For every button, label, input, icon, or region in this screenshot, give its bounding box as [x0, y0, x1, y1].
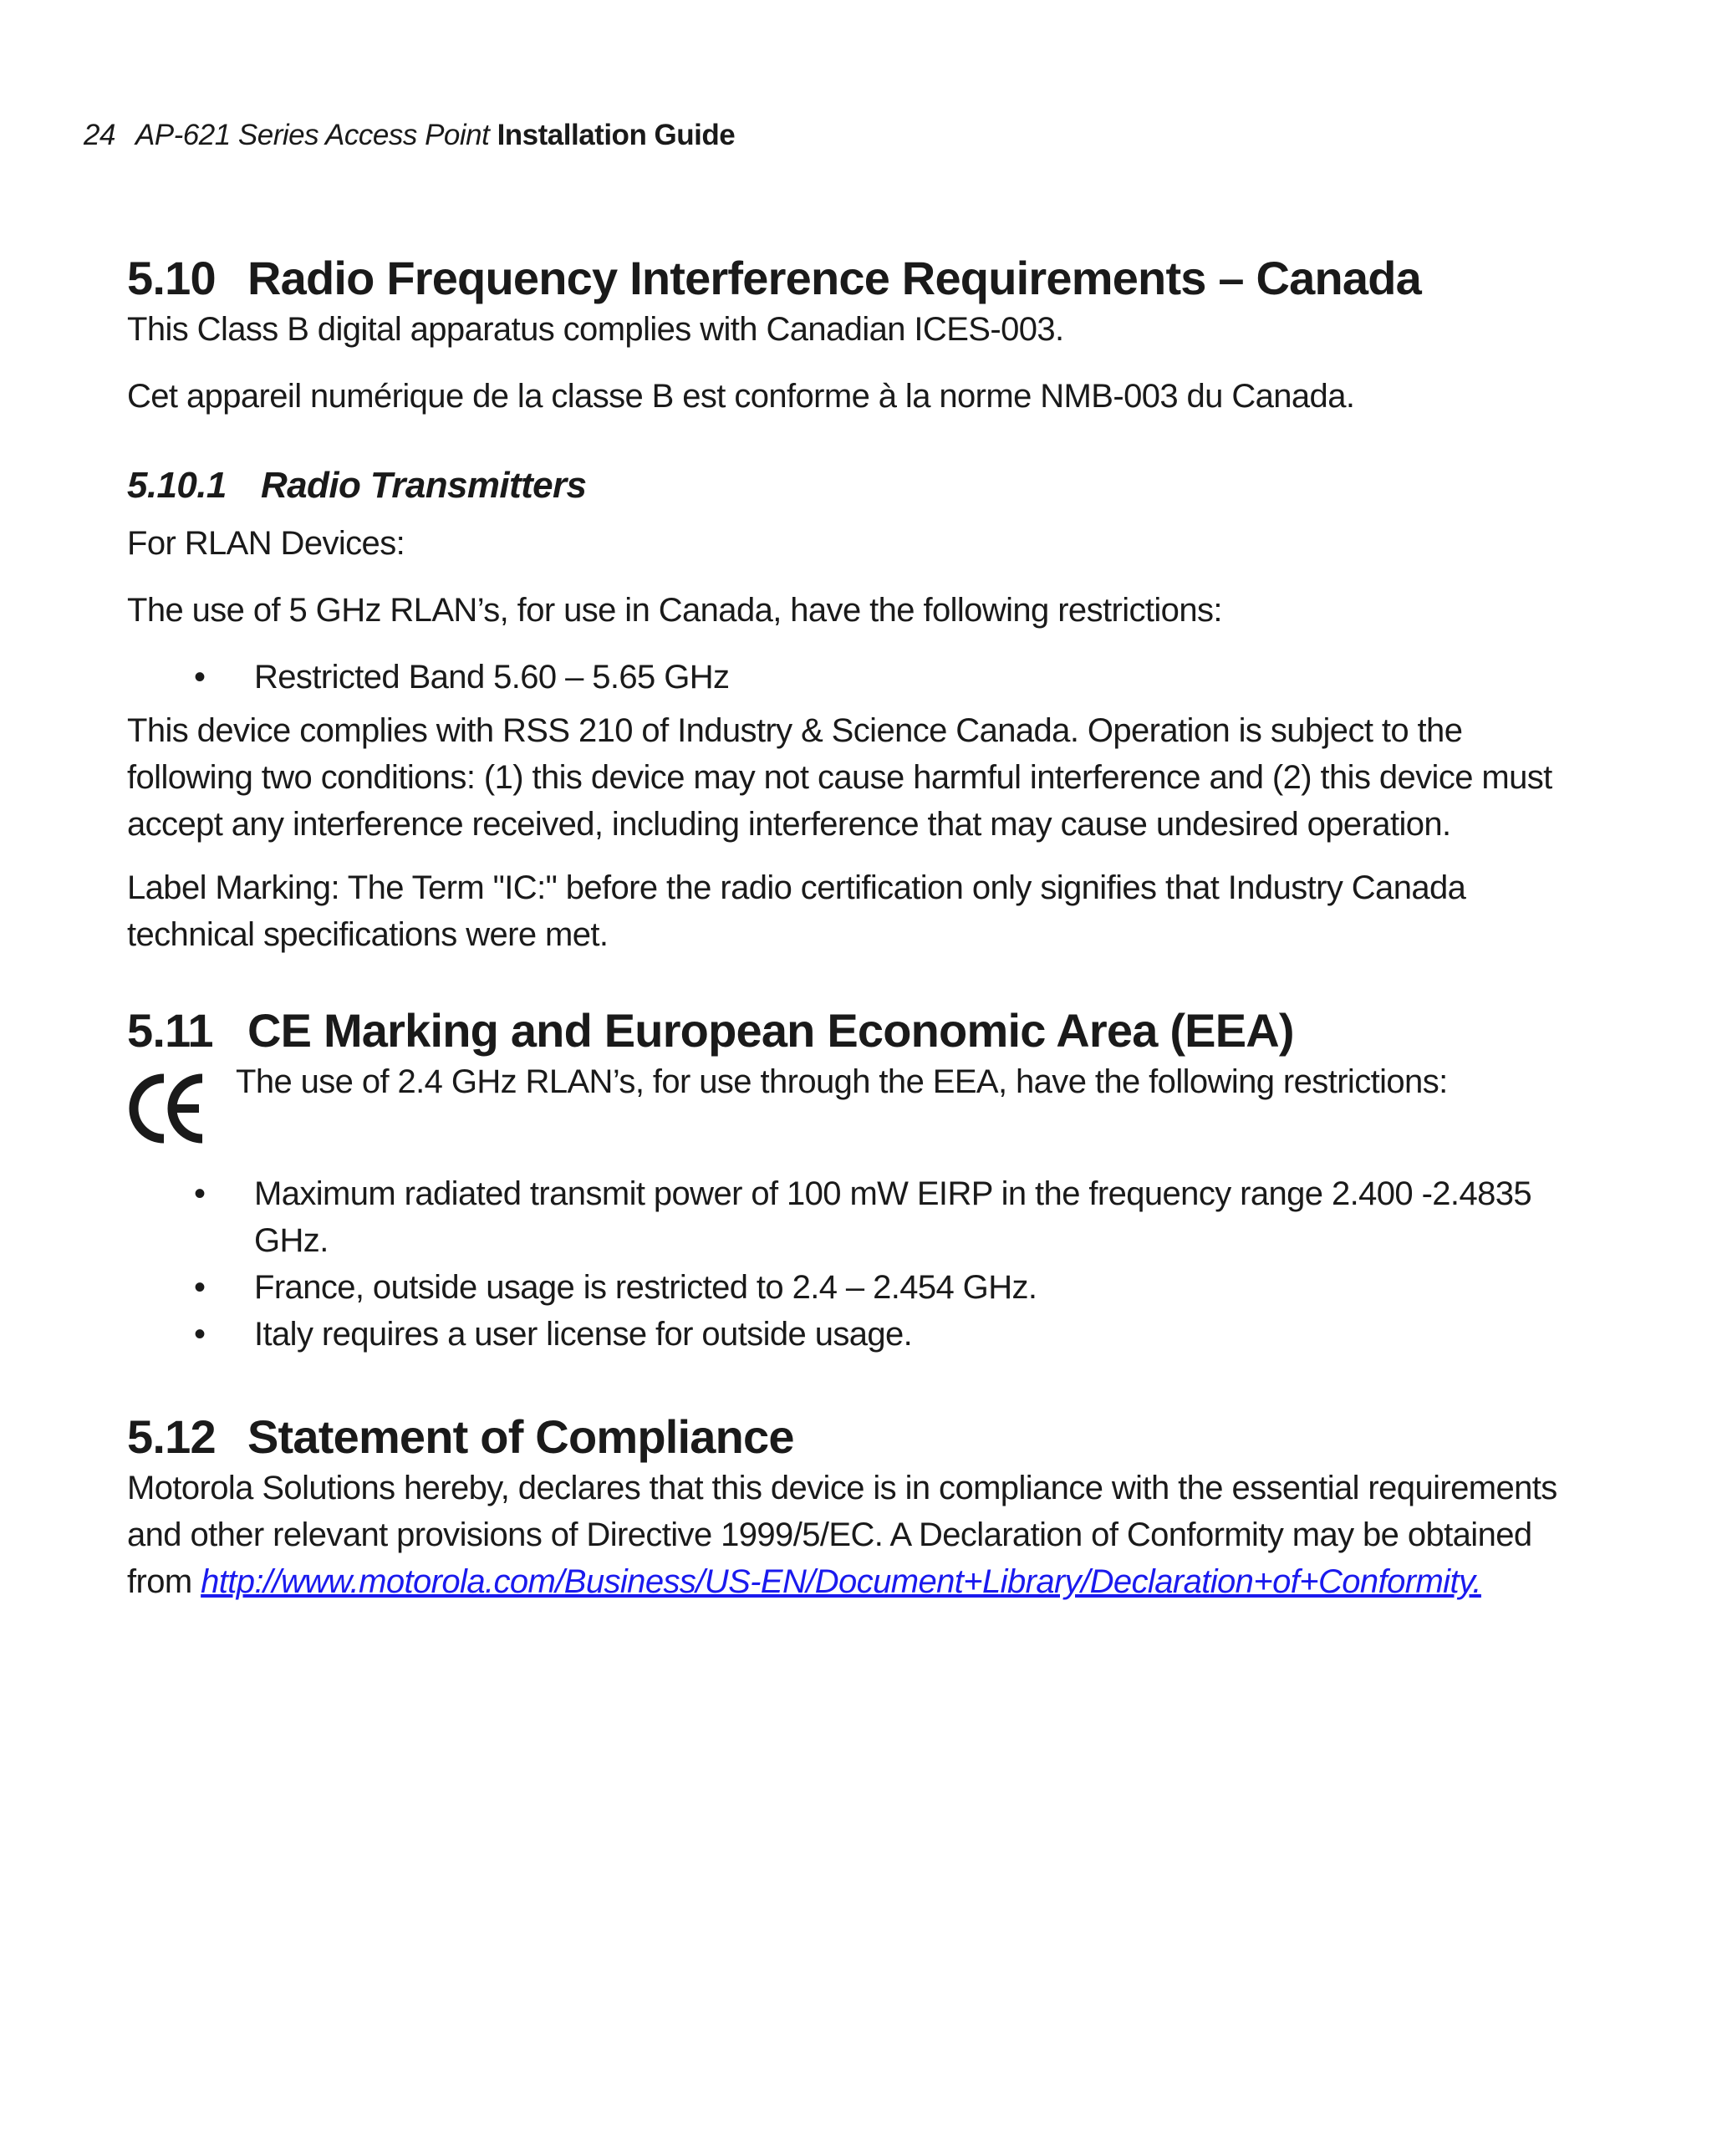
list-item	[127, 654, 1598, 701]
paragraph-line: Motorola Solutions hereby, declares that this device is in compliance with the essential requirements	[127, 1470, 1557, 1506]
eea-restrictions-list	[127, 1170, 1598, 1358]
list-item-text-line: GHz.	[254, 1222, 329, 1259]
label-marking-paragraph	[127, 864, 1465, 958]
paragraph-line: following two conditions: (1) this device may not cause harmful interference and (2) this device must	[127, 759, 1552, 796]
canada-restrictions-list	[127, 654, 1598, 701]
ices-compliance-text: This Class B digital apparatus complies with Canadian ICES-003.	[127, 311, 1064, 348]
rss-210-paragraph	[127, 707, 1552, 848]
section-number: 5.12	[127, 1410, 216, 1463]
paragraph-line	[127, 1558, 1557, 1605]
rlan-canada-restrictions-text: The use of 5 GHz RLAN’s, for use in Canada, have the following restrictions:	[127, 592, 1222, 629]
section-5-10-heading	[127, 251, 1421, 305]
page-header	[84, 119, 735, 152]
list-item	[127, 1170, 1598, 1264]
list-item-text: Italy requires a user license for outside usage.	[254, 1316, 913, 1353]
declaration-of-conformity-link[interactable]: http://www.motorola.com/Business/US-EN/Document+Library/Declaration+of+Conformity.	[201, 1563, 1481, 1600]
paragraph-line: technical specifications were met.	[127, 916, 609, 953]
section-title: Statement of Compliance	[247, 1410, 794, 1463]
bullet-icon: •	[194, 1316, 206, 1353]
paragraph-line: This device complies with RSS 210 of Industry & Science Canada. Operation is subject to the	[127, 712, 1463, 749]
rlan-devices-text: For RLAN Devices:	[127, 525, 405, 562]
list-item-text: France, outside usage is restricted to 2.4 – 2.454 GHz.	[254, 1269, 1037, 1306]
doc-guide-title: Installation Guide	[497, 119, 736, 151]
paragraph-line: accept any interference received, including interference that may cause undesired operation.	[127, 806, 1451, 843]
section-title: Radio Frequency Interference Requirements – Canada	[247, 252, 1421, 304]
section-5-10-1-heading	[127, 465, 586, 507]
page-number: 24	[84, 119, 115, 151]
link-prefix: from	[127, 1563, 192, 1600]
section-number: 5.11	[127, 1004, 213, 1057]
section-title: CE Marking and European Economic Area (EEA)	[247, 1004, 1294, 1057]
list-item	[127, 1311, 1598, 1358]
bullet-icon: •	[194, 1269, 206, 1306]
section-5-12-heading	[127, 1409, 794, 1464]
eea-restrictions-intro: The use of 2.4 GHz RLAN’s, for use through the EEA, have the following restrictions:	[236, 1063, 1448, 1100]
section-number: 5.10.1	[127, 465, 227, 506]
bullet-icon: •	[194, 659, 206, 696]
paragraph-line: Label Marking: The Term "IC:" before the radio certification only signifies that Industry Canada	[127, 869, 1466, 906]
section-title: Radio Transmitters	[261, 465, 587, 506]
paragraph-line: and other relevant provisions of Directive 1999/5/EC. A Declaration of Conformity may be obtained	[127, 1516, 1532, 1553]
section-number: 5.10	[127, 252, 216, 304]
ce-mark-icon	[127, 1072, 207, 1145]
list-item-text: Restricted Band 5.60 – 5.65 GHz	[254, 659, 730, 696]
bullet-icon: •	[194, 1175, 206, 1212]
list-item-text-line: Maximum radiated transmit power of 100 mW EIRP in the frequency range 2.400 -2.4835	[254, 1175, 1532, 1212]
list-item	[127, 1264, 1598, 1311]
compliance-paragraph	[127, 1465, 1557, 1605]
nmb-compliance-text: Cet appareil numérique de la classe B est conforme à la norme NMB-003 du Canada.	[127, 378, 1355, 415]
doc-series-title: AP-621 Series Access Point	[135, 119, 490, 151]
section-5-11-heading	[127, 1003, 1294, 1058]
